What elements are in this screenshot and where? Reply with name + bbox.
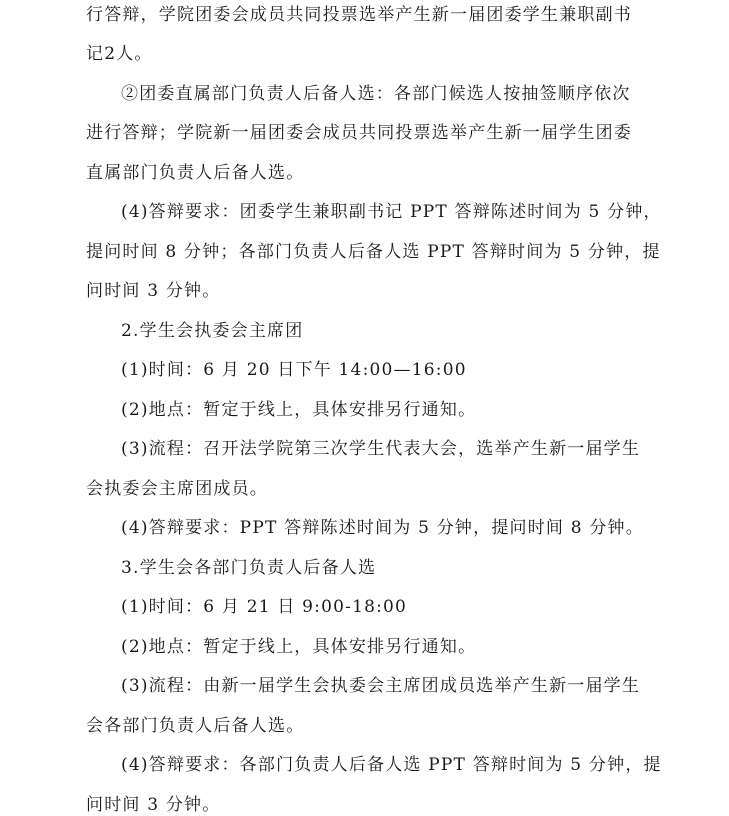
text-line: 进行答辩；学院新一届团委会成员共同投票选举产生新一届学生团委 (86, 123, 632, 143)
text-line: (1)时间：6 月 21 日 9:00-18:00 (121, 597, 408, 617)
text-line: (4)答辩要求：各部门负责人后备人选 PPT 答辩时间为 5 分钟，提 (121, 755, 662, 775)
section-heading: 3.学生会各部门负责人后备人选 (121, 558, 377, 578)
text-line: (2)地点：暂定于线上，具体安排另行通知。 (121, 637, 477, 657)
text-line: 会执委会主席团成员。 (86, 479, 268, 499)
text-line: (4)答辩要求：团委学生兼职副书记 PPT 答辩陈述时间为 5 分钟， (121, 202, 662, 222)
text-line: 直属部门负责人后备人选。 (86, 163, 305, 183)
text-line: (2)地点：暂定于线上，具体安排另行通知。 (121, 400, 477, 420)
text-line: 记2人。 (86, 44, 153, 64)
text-line: (4)答辩要求：PPT 答辩陈述时间为 5 分钟，提问时间 8 分钟。 (121, 518, 644, 538)
text-line: ②团委直属部门负责人后备人选：各部门候选人按抽签顺序依次 (121, 84, 631, 104)
text-line: (1)时间：6 月 20 日下午 14:00—16:00 (121, 360, 467, 380)
text-line: 行答辩，学院团委会成员共同投票选举产生新一届团委学生兼职副书 (86, 5, 632, 25)
text-line: 问时间 3 分钟。 (86, 281, 221, 301)
text-line: (3)流程：召开法学院第三次学生代表大会，选举产生新一届学生 (121, 439, 641, 459)
text-line: (3)流程：由新一届学生会执委会主席团成员选举产生新一届学生 (121, 676, 641, 696)
text-line: 问时间 3 分钟。 (86, 795, 221, 815)
section-heading: 2.学生会执委会主席团 (121, 321, 304, 341)
text-line: 提问时间 8 分钟；各部门负责人后备人选 PPT 答辩时间为 5 分钟，提 (86, 242, 661, 262)
text-line: 会各部门负责人后备人选。 (86, 716, 305, 736)
